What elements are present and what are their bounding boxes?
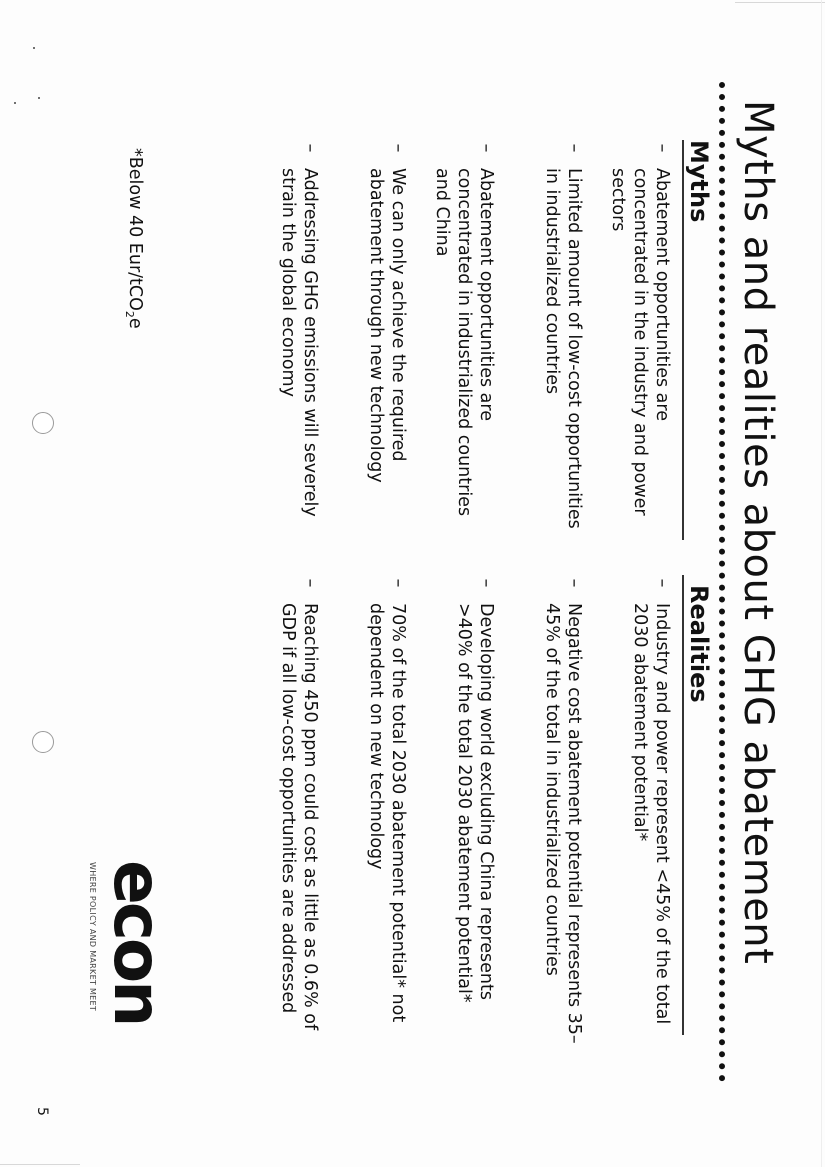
reality-text: Negative cost abatement potential represents 35–45% of the total in industrialized countries — [542, 603, 584, 1044]
dash-bullet-icon: – — [652, 143, 672, 153]
myth-item — [321, 140, 409, 540]
logo-text: econ — [99, 860, 176, 1025]
myth-item — [409, 140, 497, 540]
myth-text: Abatement opportunities are concentrated in the industry and power sectors — [608, 168, 672, 516]
reality-item — [585, 575, 673, 1045]
page-title: Myths and realities about GHG abatement — [735, 100, 781, 965]
myth-text: Addressing GHG emissions will severely strain the global economy — [278, 168, 320, 517]
myth-text: Abatement opportunities are concentrated in industrialized countries and China — [432, 168, 496, 517]
reality-item — [233, 575, 321, 1045]
myth-item — [585, 140, 673, 540]
dash-bullet-icon: – — [388, 143, 408, 153]
dash-bullet-icon: – — [476, 143, 496, 153]
myth-item — [497, 140, 585, 540]
page-number: 5 — [34, 1107, 50, 1116]
realities-header-underline — [682, 575, 684, 1035]
reality-item — [321, 575, 409, 1045]
dash-bullet-icon: – — [652, 578, 672, 588]
reality-text: Reaching 450 ppm could cost as little as 0.6% of GDP if all low-cost opportunities are addressed — [278, 603, 320, 1031]
myths-list — [233, 140, 673, 540]
dash-bullet-icon: – — [300, 143, 320, 153]
myths-header-underline — [682, 140, 684, 540]
realities-header: Realities — [685, 585, 713, 703]
title-dotted-divider — [719, 82, 725, 1082]
logo-wordmark — [97, 860, 177, 1024]
dash-bullet-icon: – — [564, 143, 584, 153]
footnote — [123, 148, 145, 329]
reality-text: 70% of the total 2030 abatement potential* not dependent on new technology — [366, 603, 408, 1023]
reality-text: Developing world excluding China represents >40% of the total 2030 abatement potential* — [454, 603, 496, 1003]
dash-bullet-icon: – — [388, 578, 408, 588]
myth-item — [233, 140, 321, 540]
footnote-suffix: e — [125, 317, 145, 329]
dash-bullet-icon: – — [300, 578, 320, 588]
reality-item — [497, 575, 585, 1045]
myths-header: Myths — [685, 140, 713, 223]
reality-text: Industry and power represent <45% of the total 2030 abatement potential* — [630, 603, 672, 1025]
reality-item — [409, 575, 497, 1045]
logo-tagline: WHERE POLICY AND MARKET MEET — [88, 862, 97, 1012]
realities-list — [233, 575, 673, 1045]
footnote-subscript: 2 — [123, 310, 136, 318]
dash-bullet-icon: – — [476, 578, 496, 588]
dash-bullet-icon: – — [564, 578, 584, 588]
footnote-text: *Below 40 Eur/tCO — [125, 148, 145, 311]
myth-text: We can only achieve the required abatement through new technology — [366, 168, 408, 483]
econ-logo — [85, 860, 176, 1080]
myth-text: Limited amount of low-cost opportunities in industrialized countries — [542, 168, 584, 529]
